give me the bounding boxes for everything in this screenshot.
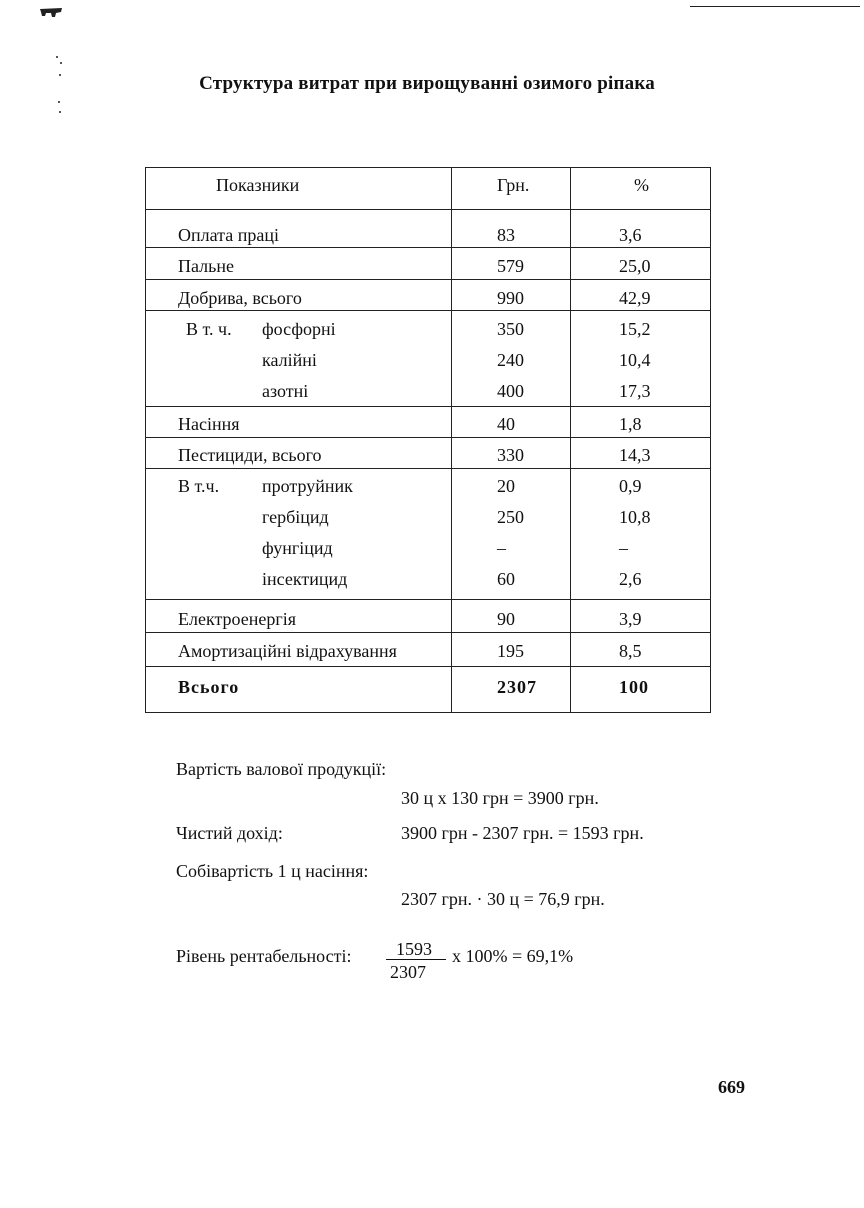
- profitability-numerator: 1593: [396, 939, 432, 959]
- profitability-label: Рівень рентабельності:: [176, 946, 352, 966]
- row-percent: 2,6: [619, 569, 642, 589]
- gross-output-formula: 30 ц х 130 грн = 3900 грн.: [401, 788, 599, 808]
- fraction-bar: [386, 959, 446, 960]
- unit-cost-label: Собівартість 1 ц насіння:: [176, 861, 369, 881]
- row-uah: 990: [497, 288, 524, 308]
- row-uah: 40: [497, 414, 515, 434]
- row-uah: 90: [497, 609, 515, 629]
- profitability-result: х 100% = 69,1%: [452, 946, 574, 966]
- table-header-indicators: Показники: [216, 175, 300, 195]
- page-number: 669: [718, 1077, 745, 1097]
- gross-output-label: Вартість валової продукції:: [176, 759, 387, 779]
- row-percent: 25,0: [619, 256, 651, 276]
- row-label: Амортизаційні відрахування: [178, 641, 397, 661]
- row-label: протруйник: [262, 476, 353, 496]
- row-label: Насіння: [178, 414, 240, 434]
- row-uah: 579: [497, 256, 524, 276]
- page-title: Структура витрат при вирощуванні озимого ріпака: [199, 73, 655, 94]
- scan-speck: [60, 62, 62, 64]
- row-uah: 240: [497, 350, 524, 370]
- row-uah: 60: [497, 569, 515, 589]
- row-label: фунгіцид: [262, 538, 333, 558]
- row-percent: 3,6: [619, 225, 642, 245]
- row-uah: 20: [497, 476, 515, 496]
- row-percent: –: [619, 538, 628, 558]
- row-label: Добрива, всього: [178, 288, 302, 308]
- row-percent: 17,3: [619, 381, 651, 401]
- row-label: Пестициди, всього: [178, 445, 322, 465]
- row-percent: 3,9: [619, 609, 642, 629]
- row-percent: 15,2: [619, 319, 651, 339]
- row-uah: 400: [497, 381, 524, 401]
- unit-cost-formula: 2307 грн. · 30 ц = 76,9 грн.: [401, 889, 605, 909]
- row-percent: 10,8: [619, 507, 651, 527]
- scan-corner-mark: [40, 8, 62, 17]
- row-label: фосфорні: [262, 319, 336, 339]
- row-label: Оплата праці: [178, 225, 279, 245]
- total-label: Всього: [178, 677, 240, 697]
- row-uah: –: [497, 538, 506, 558]
- total-uah: 2307: [497, 677, 537, 697]
- row-label: Електроенергія: [178, 609, 297, 629]
- row-percent: 14,3: [619, 445, 651, 465]
- row-prefix: В т.ч.: [178, 476, 220, 496]
- row-label: калійні: [262, 350, 317, 370]
- row-prefix: В т. ч.: [186, 319, 232, 339]
- scan-speck: [58, 101, 60, 103]
- row-uah: 250: [497, 507, 524, 527]
- total-percent: 100: [619, 677, 649, 697]
- table-header-uah: Грн.: [497, 175, 530, 195]
- row-uah: 330: [497, 445, 524, 465]
- net-income-label: Чистий дохід:: [176, 823, 283, 843]
- row-label: гербіцид: [262, 507, 329, 527]
- scan-speck: [56, 56, 58, 58]
- table-header-percent: %: [634, 175, 649, 195]
- row-percent: 8,5: [619, 641, 642, 661]
- row-percent: 1,8: [619, 414, 642, 434]
- row-percent: 42,9: [619, 288, 651, 308]
- row-label: інсектицид: [262, 569, 348, 589]
- profitability-denominator: 2307: [390, 962, 426, 982]
- row-percent: 0,9: [619, 476, 642, 496]
- net-income-formula: 3900 грн - 2307 грн. = 1593 грн.: [401, 823, 644, 843]
- row-uah: 195: [497, 641, 524, 661]
- top-rule-line: [690, 6, 860, 7]
- row-label: азотні: [262, 381, 309, 401]
- row-percent: 10,4: [619, 350, 651, 370]
- row-uah: 350: [497, 319, 524, 339]
- cost-structure-table: [145, 167, 711, 713]
- row-label: Пальне: [178, 256, 234, 276]
- row-uah: 83: [497, 225, 515, 245]
- scan-speck: [59, 111, 61, 113]
